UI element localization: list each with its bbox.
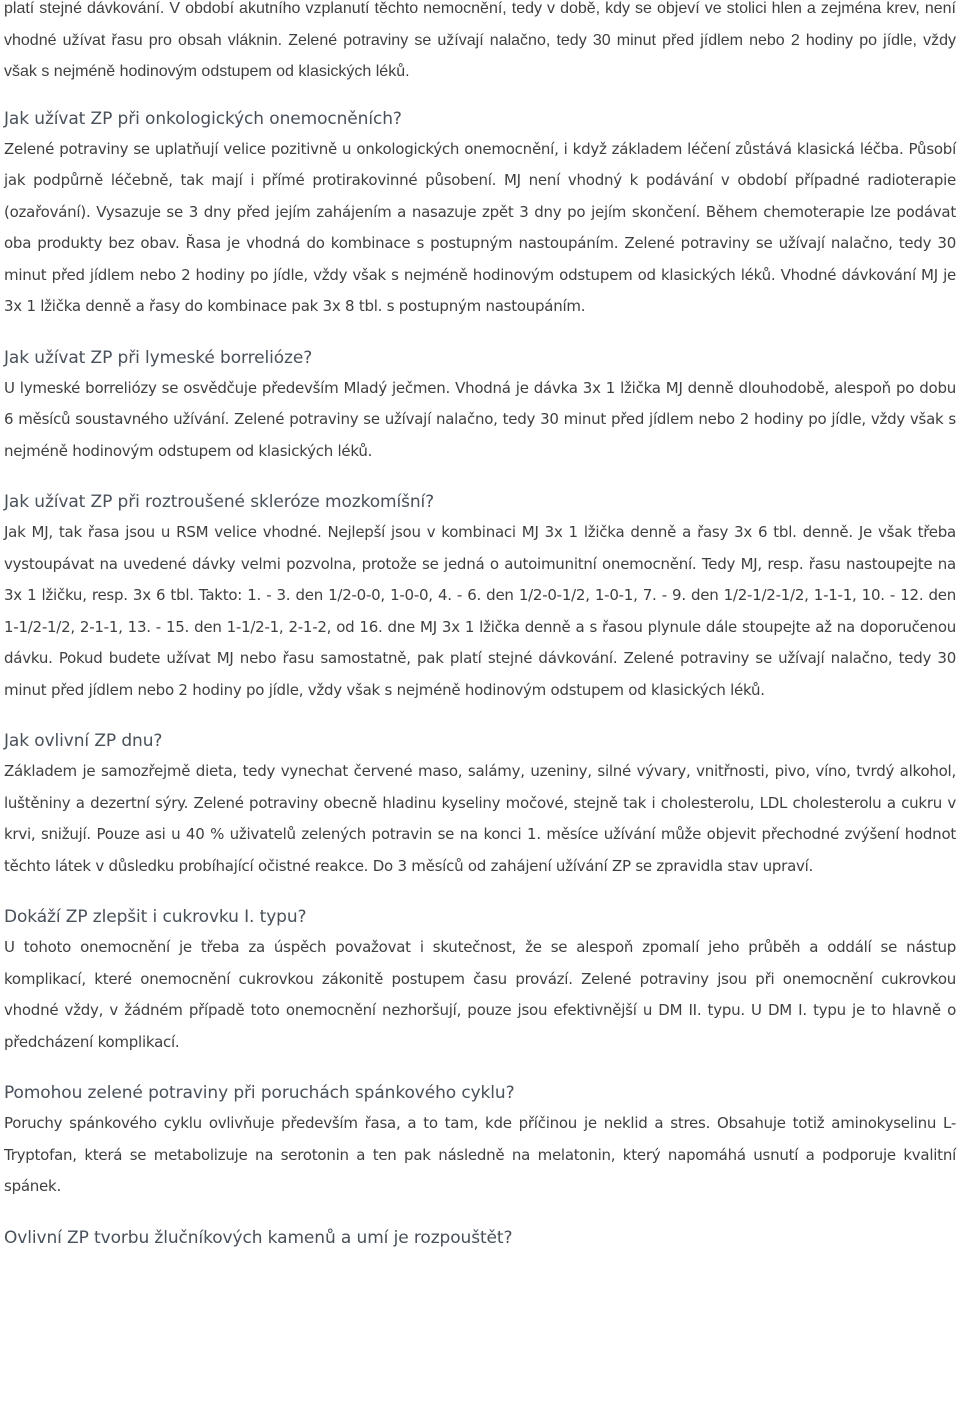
section-heading: Dokáží ZP zlepšit i cukrovku I. typu? bbox=[4, 907, 307, 927]
section-borreliosis bbox=[4, 343, 956, 468]
section-paragraph: Jak MJ, tak řasa jsou u RSM velice vhodné. Nejlepší jsou v kombinaci MJ 3x 1 lžička denně a řasy 3x 6 tbl. denně. Je však třeba vystoupávat na uvedené dávky velmi pozvolna, protože se jedná o autoimunitní onemocnění. Tedy MJ, resp. řasu nastoupejte na 3x 1 lžičku, resp. 3x 6 tbl. Takto: 1. - 3. den 1/2-0-0, 1-0-0, 4. - 6. den 1/2-0-1/2, 1-0-1, 7. - 9. den 1/2-1/2-1/2, 1-1-1, 10. - 12. den 1-1/2-1/2, 2-1-1, 13. - 15. den 1-1/2-1, 2-1-2, od 16. dne MJ 3x 1 lžička denně a s řasou plynule dále stoupejte až na doporučenou dávku. Pokud budete užívat MJ nebo řasu samostatně, pak platí stejné dávkování. Zelené potraviny se užívají nalačno, tedy 30 minut před jídlem nebo 2 hodiny po jídle, vždy však s nejméně hodinovým odstupem od klasických léků. bbox=[4, 523, 956, 699]
section-paragraph: Základem je samozřejmě dieta, tedy vynechat červené maso, salámy, uzeniny, silné vývary, vnitřnosti, pivo, víno, tvrdý alkohol, luštěniny a dezertní sýry. Zelené potraviny obecně hladinu kyseliny močové, stejně tak i cholesterolu, LDL cholesterolu a cukru v krvi, snižují. Pouze asi u 40 % uživatelů zelených potravin se na konci 1. měsíce užívání může objevit přechodné zvýšení hodnot těchto látek v důsledku probíhající očistné reakce. Do 3 měsíců od zahájení užívání ZP se zpravidla stav upraví. bbox=[4, 762, 956, 875]
section-oncology bbox=[4, 104, 956, 323]
section-paragraph: Zelené potraviny se uplatňují velice pozitivně u onkologických onemocnění, i když základem léčení zůstává klasická léčba. Působí jak podpůrně léčebně, tak mají i přímé protirakovinné působení. MJ není vhodný k podávání v období případné radioterapie (ozařování). Vysazuje se 3 dny před jejím zahájením a nasazuje zpět 3 dny po jejím skončení. Během chemoterapie lze podávat oba produkty bez obav. Řasa je vhodná do kombinace s postupným nastoupáním. Zelené potraviny se užívají nalačno, tedy 30 minut před jídlem nebo 2 hodiny po jídle, vždy však s nejméně hodinovým odstupem od klasických léků. Vhodné dávkování MJ je 3x 1 lžička denně a řasy do kombinace pak 3x 8 tbl. s postupným nastoupáním. bbox=[4, 139, 956, 315]
section-gout bbox=[4, 726, 956, 882]
section-gallstones bbox=[4, 1223, 956, 1253]
section-heading: Ovlivní ZP tvorbu žlučníkových kamenů a umí je rozpouštět? bbox=[4, 1227, 513, 1248]
section-heading: Jak užívat ZP při roztroušené skleróze mozkomíšní? bbox=[4, 492, 435, 512]
section-heading: Pomohou zelené potraviny při poruchách spánkového cyklu? bbox=[4, 1083, 515, 1103]
section-paragraph: U lymeské borreliózy se osvědčuje především Mladý ječmen. Vhodná je dávka 3x 1 lžička MJ denně dlouhodobě, alespoň po dobu 6 měsíců soustavného užívání. Zelené potraviny se užívají nalačno, tedy 30 minut před jídlem nebo 2 hodiny po jídle, vždy však s nejméně hodinovým odstupem od klasických léků. bbox=[4, 378, 956, 460]
section-multiple-sclerosis bbox=[4, 487, 956, 706]
section-sleep bbox=[4, 1078, 956, 1203]
section-heading: Jak užívat ZP při lymeské borrelióze? bbox=[4, 347, 313, 368]
section-heading: Jak ovlivní ZP dnu? bbox=[4, 731, 163, 751]
section-paragraph: Poruchy spánkového cyklu ovlivňuje především řasa, a to tam, kde příčinou je neklid a stres. Obsahuje totiž aminokyselinu L-Tryptofan, která se metabolizuje na serotonin a ten pak následně na melatonin, který napomáhá usnutí a podporuje kvalitní spánek. bbox=[4, 1114, 956, 1195]
section-paragraph: U tohoto onemocnění je třeba za úspěch považovat i skutečnost, že se alespoň zpomalí jeho průběh a oddálí se nástup komplikací, které onemocnění cukrovkou zákonitě postupem času provází. Zelené potraviny jsou při onemocnění cukrovkou vhodné vždy, v žádném případě toto onemocnění nezhoršují, pouze jsou efektivnější u DM II. typu. U DM I. typu je to hlavně o předcházení komplikací. bbox=[4, 938, 956, 1051]
section-heading: Jak užívat ZP při onkologických onemocněních? bbox=[4, 108, 402, 129]
intro-paragraph: platí stejné dávkování. V období akutního vzplanutí těchto nemocnění, tedy v době, kdy se objeví ve stolici hlen a zejména krev, není vhodné užívat řasu pro obsah vláknin. Zelené potraviny se užívají nalačno, tedy 30 minut před jídlem nebo 2 hodiny po jídle, vždy však s nejméně hodinovým odstupem od klasických léků. bbox=[4, 0, 956, 80]
document-page bbox=[4, 0, 956, 1253]
section-diabetes bbox=[4, 902, 956, 1058]
